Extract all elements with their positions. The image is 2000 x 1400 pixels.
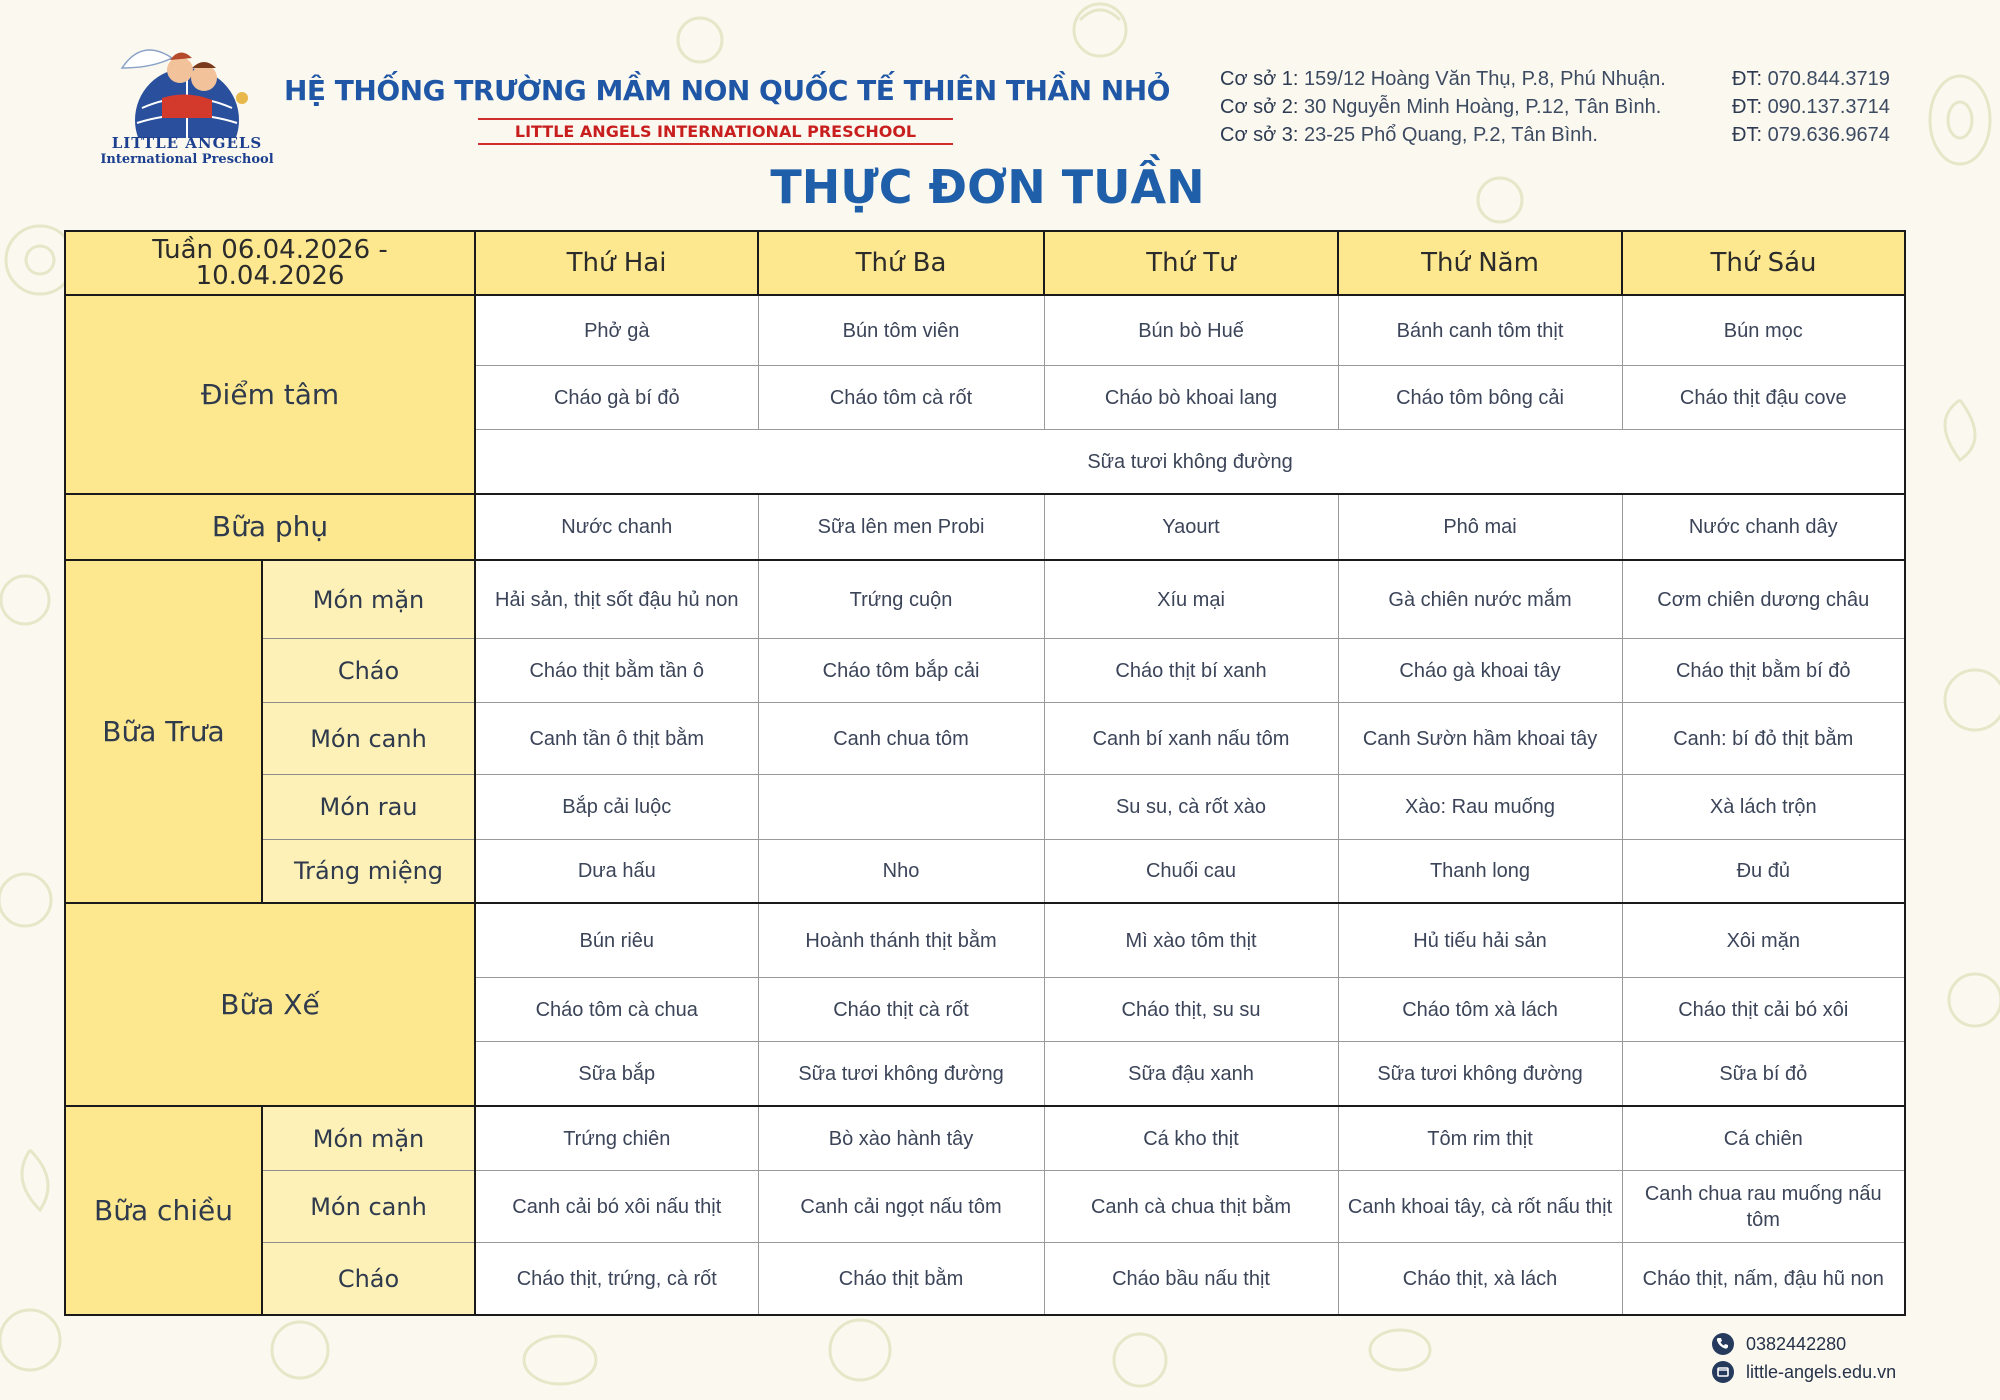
campus-phone: 090.137.3714: [1767, 96, 1890, 118]
menu-cell: Sữa đậu xanh: [1044, 1042, 1338, 1106]
menu-cell: Bún tôm viên: [758, 295, 1044, 365]
menu-cell: Canh chua tôm: [758, 703, 1044, 775]
dish-label: Tráng miệng: [262, 839, 475, 903]
menu-cell: Bún bò Huế: [1044, 295, 1338, 365]
campus-row-3: [1220, 124, 1920, 152]
menu-cell: Canh Sườn hầm khoai tây: [1338, 703, 1622, 775]
menu-cell: Hải sản, thịt sốt đậu hủ non: [475, 560, 758, 638]
menu-cell: Xà lách trộn: [1622, 775, 1905, 839]
footer-contact: [1712, 1330, 1972, 1386]
menu-cell: Cháo thịt bằm tần ô: [475, 638, 758, 702]
menu-cell: Cháo tôm cà chua: [475, 978, 758, 1042]
footer-web-row: [1712, 1358, 1972, 1386]
menu-cell: Nho: [758, 839, 1044, 903]
phone-label: ĐT:: [1732, 124, 1762, 146]
table-row: [65, 1243, 1905, 1315]
menu-cell: Dưa hấu: [475, 839, 758, 903]
school-name: HỆ THỐNG TRƯỜNG MẦM NON QUỐC TẾ THIÊN THẦN NHỎ: [284, 74, 1170, 107]
menu-cell: Cháo thịt, su su: [1044, 978, 1338, 1042]
campus-phone: 079.636.9674: [1767, 124, 1890, 146]
menu-cell: [758, 775, 1044, 839]
meal-label-afternoon-snack: Bữa Xế: [65, 903, 475, 1106]
menu-cell: Chuối cau: [1044, 839, 1338, 903]
menu-cell: Cháo tôm cà rốt: [758, 365, 1044, 429]
campus-address: 30 Nguyễn Minh Hoàng, P.12, Tân Bình.: [1304, 96, 1662, 118]
campus-phone: 070.844.3719: [1767, 68, 1890, 90]
meal-label-lunch: Bữa Trưa: [65, 560, 262, 903]
campus-addresses: [1220, 68, 1920, 152]
menu-cell: Canh chua rau muống nấu tôm: [1622, 1170, 1905, 1242]
table-row: [65, 903, 1905, 977]
menu-cell: Bún mọc: [1622, 295, 1905, 365]
menu-cell: Phở gà: [475, 295, 758, 365]
table-row: [65, 295, 1905, 365]
meal-label-dinner: Bữa chiều: [65, 1106, 262, 1315]
menu-cell-shared: Sữa tươi không đường: [475, 430, 1905, 494]
menu-cell: Sữa lên men Probi: [758, 494, 1044, 560]
table-row: [65, 638, 1905, 702]
dish-label: Món canh: [262, 703, 475, 775]
menu-cell: Hoành thánh thịt bằm: [758, 903, 1044, 977]
campus-address: 23-25 Phổ Quang, P.2, Tân Bình.: [1304, 124, 1598, 146]
menu-cell: Nước chanh: [475, 494, 758, 560]
footer-phone-row: [1712, 1330, 1972, 1358]
menu-cell: Canh: bí đỏ thịt bằm: [1622, 703, 1905, 775]
table-row: [65, 775, 1905, 839]
menu-cell: Bắp cải luộc: [475, 775, 758, 839]
campus-address: 159/12 Hoàng Văn Thụ, P.8, Phú Nhuận.: [1304, 68, 1666, 90]
campus-label: Cơ sở 2:: [1220, 96, 1299, 118]
menu-cell: Bánh canh tôm thịt: [1338, 295, 1622, 365]
phone-label: ĐT:: [1732, 96, 1762, 118]
menu-cell: Canh khoai tây, cà rốt nấu thịt: [1338, 1170, 1622, 1242]
phone-icon: [1712, 1333, 1734, 1355]
menu-cell: Cháo tôm bông cải: [1338, 365, 1622, 429]
menu-cell: Cháo thịt, trứng, cà rốt: [475, 1243, 758, 1315]
menu-cell: Trứng cuộn: [758, 560, 1044, 638]
menu-cell: Cháo thịt bí xanh: [1044, 638, 1338, 702]
menu-cell: Sữa bí đỏ: [1622, 1042, 1905, 1106]
web-icon: [1712, 1361, 1734, 1383]
school-logo: [92, 28, 282, 174]
menu-cell: Cháo thịt bằm: [758, 1243, 1044, 1315]
menu-cell: Canh tần ô thịt bằm: [475, 703, 758, 775]
menu-cell: Sữa bắp: [475, 1042, 758, 1106]
menu-cell: Đu đủ: [1622, 839, 1905, 903]
meal-label-breakfast: Điểm tâm: [65, 295, 475, 494]
menu-cell: Cháo tôm xà lách: [1338, 978, 1622, 1042]
day-header-tuesday: Thứ Ba: [758, 231, 1044, 295]
campus-row-2: [1220, 96, 1920, 124]
table-row: [65, 839, 1905, 903]
dish-label: Cháo: [262, 638, 475, 702]
phone-label: ĐT:: [1732, 68, 1762, 90]
menu-cell: Nước chanh dây: [1622, 494, 1905, 560]
campus-label: Cơ sở 1:: [1220, 68, 1299, 90]
menu-cell: Cháo thịt bằm bí đỏ: [1622, 638, 1905, 702]
menu-cell: Cơm chiên dương châu: [1622, 560, 1905, 638]
menu-cell: Cháo bò khoai lang: [1044, 365, 1338, 429]
menu-cell: Canh cải ngọt nấu tôm: [758, 1170, 1044, 1242]
campus-label: Cơ sở 3:: [1220, 124, 1299, 146]
menu-cell: Canh cà chua thịt bằm: [1044, 1170, 1338, 1242]
menu-cell: Cháo gà khoai tây: [1338, 638, 1622, 702]
menu-cell: Gà chiên nước mắm: [1338, 560, 1622, 638]
footer-phone[interactable]: 0382442280: [1746, 1333, 1847, 1354]
table-row: [65, 560, 1905, 638]
menu-cell: Cá chiên: [1622, 1106, 1905, 1170]
menu-cell: Su su, cà rốt xào: [1044, 775, 1338, 839]
logo-title: LITTLE ANGELS: [111, 134, 263, 152]
menu-cell: Xíu mại: [1044, 560, 1338, 638]
menu-cell: Canh cải bó xôi nấu thịt: [475, 1170, 758, 1242]
menu-cell: Mì xào tôm thịt: [1044, 903, 1338, 977]
dish-label: Món mặn: [262, 560, 475, 638]
divider: [478, 143, 953, 145]
day-header-wednesday: Thứ Tư: [1044, 231, 1338, 295]
menu-cell: Xào: Rau muống: [1338, 775, 1622, 839]
table-row: [65, 1106, 1905, 1170]
menu-cell: Cháo thịt cà rốt: [758, 978, 1044, 1042]
dish-label: Món mặn: [262, 1106, 475, 1170]
menu-cell: Cháo gà bí đỏ: [475, 365, 758, 429]
table-row: [65, 703, 1905, 775]
menu-cell: Cháo bầu nấu thịt: [1044, 1243, 1338, 1315]
menu-cell: Sữa tươi không đường: [1338, 1042, 1622, 1106]
dish-label: Món canh: [262, 1170, 475, 1242]
dish-label: Món rau: [262, 775, 475, 839]
menu-cell: Yaourt: [1044, 494, 1338, 560]
globe-angel-icon: [92, 28, 282, 138]
menu-cell: Sữa tươi không đường: [758, 1042, 1044, 1106]
day-header-friday: Thứ Sáu: [1622, 231, 1905, 295]
menu-cell: Bún riêu: [475, 903, 758, 977]
menu-cell: Cháo thịt cải bó xôi: [1622, 978, 1905, 1042]
menu-cell: Trứng chiên: [475, 1106, 758, 1170]
logo-subtitle: International Preschool: [100, 152, 274, 167]
menu-cell: Canh bí xanh nấu tôm: [1044, 703, 1338, 775]
menu-cell: Xôi mặn: [1622, 903, 1905, 977]
menu-cell: Cháo tôm bắp cải: [758, 638, 1044, 702]
menu-cell: Cháo thịt, xà lách: [1338, 1243, 1622, 1315]
day-header-thursday: Thứ Năm: [1338, 231, 1622, 295]
menu-cell: Tôm rim thịt: [1338, 1106, 1622, 1170]
week-label: Tuần 06.04.2026 - 10.04.2026: [65, 231, 475, 295]
day-header-monday: Thứ Hai: [475, 231, 758, 295]
table-row: [65, 1170, 1905, 1242]
menu-cell: Hủ tiếu hải sản: [1338, 903, 1622, 977]
menu-cell: Bò xào hành tây: [758, 1106, 1044, 1170]
table-row: [65, 494, 1905, 560]
school-name-english: LITTLE ANGELS INTERNATIONAL PRESCHOOL: [514, 122, 917, 141]
menu-cell: Cháo thịt đậu cove: [1622, 365, 1905, 429]
menu-cell: Cá kho thịt: [1044, 1106, 1338, 1170]
dish-label: Cháo: [262, 1243, 475, 1315]
meal-label-snack: Bữa phụ: [65, 494, 475, 560]
footer-website-link[interactable]: little-angels.edu.vn: [1746, 1361, 1897, 1382]
menu-cell: Cháo thịt, nấm, đậu hũ non: [1622, 1243, 1905, 1315]
menu-cell: Thanh long: [1338, 839, 1622, 903]
campus-row-1: [1220, 68, 1920, 96]
divider: [478, 118, 953, 120]
page-title: THỰC ĐƠN TUẦN: [770, 160, 1205, 214]
table-header-row: [65, 231, 1905, 295]
menu-cell: Phô mai: [1338, 494, 1622, 560]
weekly-menu-table: [64, 230, 1906, 1316]
